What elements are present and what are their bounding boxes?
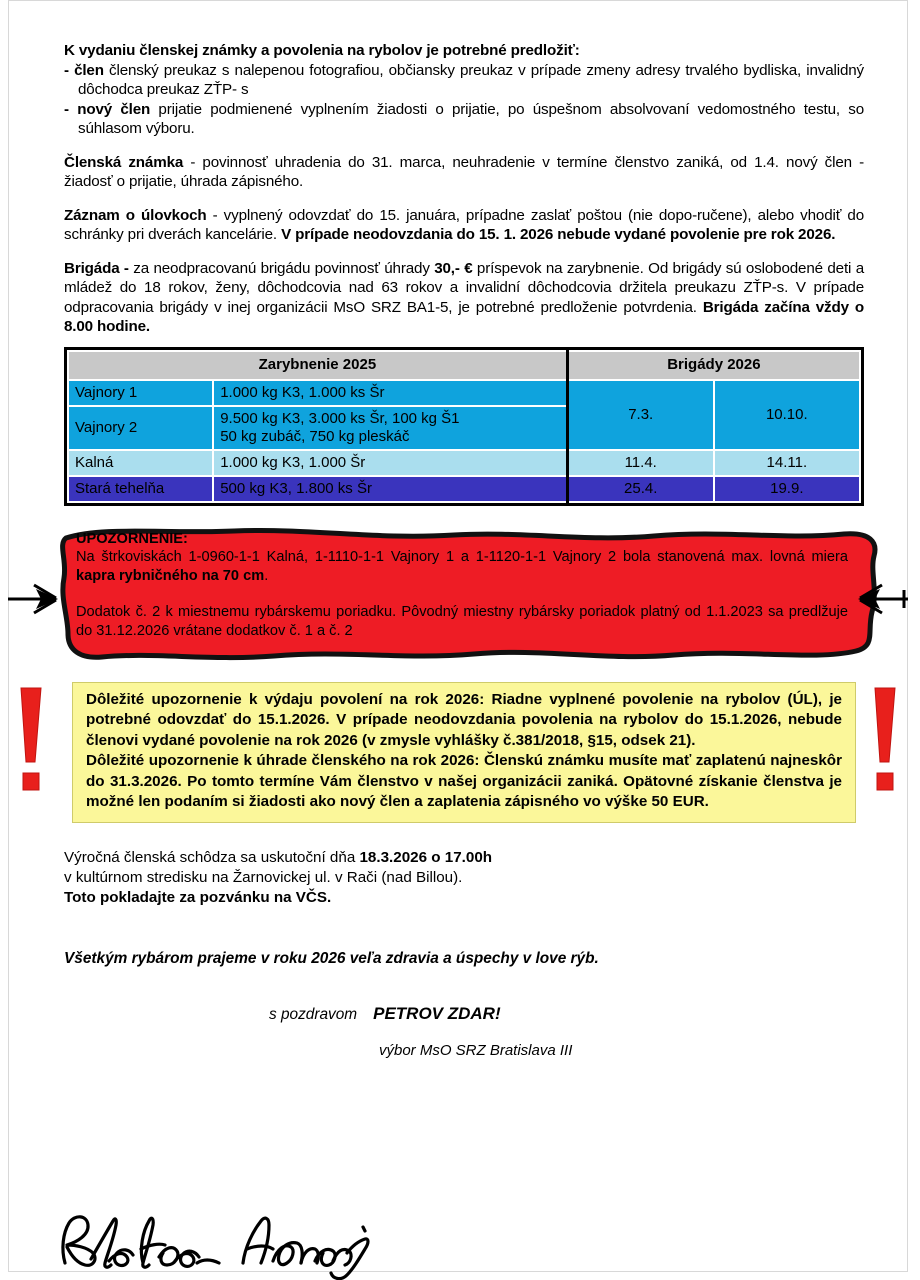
meeting-place: v kultúrnom stredisku na Žarnovickej ul. v Rači (nad Billou).: [64, 868, 463, 886]
handwritten-signature: [47, 1205, 397, 1280]
membership-stamp-label: Členská známka: [64, 153, 184, 171]
red-notice-line1-bold: kapra rybničného na 70 cm: [76, 567, 265, 584]
invitation-note: Toto pokladajte za pozvánku na VČS.: [64, 888, 332, 906]
yellow-notice-block: [64, 682, 864, 823]
stocking-amount: [213, 406, 567, 450]
catch-record-bold-tail: V prípade neodovzdania do 15. 1. 2026 nebude vydané povolenie pre rok 2026.: [281, 226, 836, 243]
brigade-date-1: 25.4.: [567, 476, 713, 502]
water-name: Vajnory 1: [68, 380, 213, 406]
stocking-amount: 500 kg K3, 1.800 ks Šr: [213, 476, 567, 502]
table-header-row: [68, 351, 860, 380]
yellow-notice-paragraph-1: Dôležité upozornenie k výdaju povolení na rok 2026: Riadne vyplnené povolenie na rybolov (ÚL), je potrebné odovzdať do 15.1.2026. V prípade neodovzdania povolenia na rybolov do 15.1.2026, nebude členovi vydané povolenie na rok 2026 (v zmysle vyhlášky č.381/2018, §15, odsek 21).: [86, 690, 842, 749]
membership-stamp-text: - povinnosť uhradenia do 31. marca, neuhradenie v termíne členstvo zaniká, od 1.4. nový člen - žiadosť o prijatie, úhrada zápisného.: [64, 153, 864, 190]
table-header-brigades: Brigády 2026: [567, 351, 860, 380]
brigade-date-1: 11.4.: [567, 450, 713, 476]
yellow-notice-paragraph-2: Dôležité upozornenie k úhrade členského na rok 2026: Členskú známku musíte mať zaplatenú najneskôr do 31.3.2026. Po tomto termíne Vám členstvo v našej organizácii zaniká. Opätovné získanie členstva je možné len podaním si žiadosti ako nový člen a zaplatenia zápisného vo výške 50 EUR.: [86, 752, 842, 810]
exclamation-mark-left-icon: [18, 686, 44, 792]
document-content: [64, 41, 864, 1059]
exclamation-mark-right-icon: [872, 686, 898, 792]
water-name: Kalná: [68, 450, 213, 476]
committee-line: výbor MsO SRZ Bratislava III: [379, 1041, 573, 1059]
water-name: Stará tehelňa: [68, 476, 213, 502]
closing-section: [64, 848, 864, 908]
paper-sheet: [8, 0, 908, 1272]
red-notice-line2: Dodatok č. 2 k miestnemu rybárskemu poriadku. Pôvodný miestny rybársky poriadok platný od 1.1.2023 sa predlžuje do 31.12.2026 vrátane dodatkov č. 1 a č. 2: [76, 604, 848, 639]
red-notice-spacer: [76, 585, 848, 603]
regards-label: s pozdravom: [269, 1005, 358, 1023]
catch-record-text: - vyplnený odovzdať do 15. januára, prípadne zaslať poštou (nie dopo-ručene), alebo vhodiť do schránky pri dverách kancelárie.: [64, 206, 864, 243]
red-notice-line1-end: .: [264, 567, 269, 584]
regards-petrov-zdar: PETROV ZDAR!: [373, 1003, 501, 1023]
red-notice-line1: [76, 548, 848, 585]
intro-heading: K vydaniu členskej známky a povolenia na rybolov je potrebné predložiť:: [64, 42, 580, 59]
catch-record-section: [64, 206, 864, 245]
red-notice-block: [64, 520, 864, 668]
brigade-date-1: 7.3.: [567, 380, 713, 450]
brigade-text-2: príspevok na zarybnenie. Od brigády sú oslobodené deti a mládež do 18 rokov, ženy, dôchodcovia nad 63 rokov a invalidní dôchodcovia držitela preukazu ZŤP-s. V prípade odpracovania brigády v inej organizácii MsO SRZ BA1-5, je potrebné predloženie potvrdenia.: [64, 259, 864, 316]
meeting-date: 18.3.2026 o 17.00h: [359, 848, 493, 866]
red-notice-title: UPOZORNENIE:: [76, 530, 188, 547]
table-row: [68, 380, 860, 406]
red-notice-line1-text: Na štrkoviskách 1-0960-1-1 Kalná, 1-1110-1-1 Vajnory 1 a 1-1120-1-1 Vajnory 2 bola stanovená max. lovná miera: [76, 549, 848, 565]
right-arrow-icon: [854, 582, 910, 616]
stocking-brigades-table: [64, 347, 864, 506]
stocking-amount-line2: 50 kg zubáč, 750 kg pleskáč: [220, 427, 410, 445]
table-row: [68, 450, 860, 476]
yellow-notice-box: [72, 682, 856, 823]
brigade-date-2: 10.10.: [714, 380, 860, 450]
intro-section: [64, 41, 864, 139]
intro-item-new-member-text: prijatie podmienené vyplnením žiadosti o prijatie, po úspešnom absolvovaní vedomostného testu, so súhlasom výboru.: [78, 100, 864, 137]
table-row: [68, 476, 860, 502]
new-year-wish: Všetkým rybárom prajeme v roku 2026 veľa zdravia a úspechy v love rýb.: [64, 949, 599, 967]
intro-item-new-member-label: - nový člen: [64, 100, 151, 118]
intro-item-member-label: - člen: [64, 61, 104, 79]
meeting-text: Výročná členská schôdza sa uskutoční dňa: [64, 848, 360, 866]
stocking-amount-line1: 9.500 kg K3, 3.000 ks Šr, 100 kg Š1: [220, 409, 460, 427]
intro-item-member-text: členský preukaz s nalepenou fotografiou, občiansky preukaz v prípade zmeny adresy trvalého bydliska, invalidný dôchodca preukaz ZŤP- s: [78, 61, 864, 98]
membership-stamp-section: [64, 153, 864, 192]
water-name: Vajnory 2: [68, 406, 213, 450]
stocking-amount: 1.000 kg K3, 1.000 ks Šr: [213, 380, 567, 406]
brigade-section: [64, 259, 864, 337]
brigade-bold-tail: Brigáda začína vždy o 8.00 hodine.: [64, 298, 865, 335]
brigade-date-2: 19.9.: [714, 476, 860, 502]
brigade-label: Brigáda -: [64, 259, 129, 277]
stocking-amount: 1.000 kg K3, 1.000 Šr: [213, 450, 567, 476]
left-arrow-icon: [6, 582, 62, 616]
brigade-fee: 30,- €: [434, 259, 473, 277]
brigade-date-2: 14.11.: [714, 450, 860, 476]
meeting-line: [64, 848, 864, 868]
red-notice-text: [76, 530, 848, 641]
table-header-stocking: Zarybnenie 2025: [68, 351, 567, 380]
intro-item-new-member: [64, 100, 864, 139]
catch-record-label: Záznam o úlovkoch: [64, 206, 207, 224]
brigade-text-1: za neodpracovanú brigádu povinnosť úhrady: [128, 259, 435, 277]
intro-item-member: [64, 61, 864, 100]
regards-line: [269, 1004, 864, 1024]
